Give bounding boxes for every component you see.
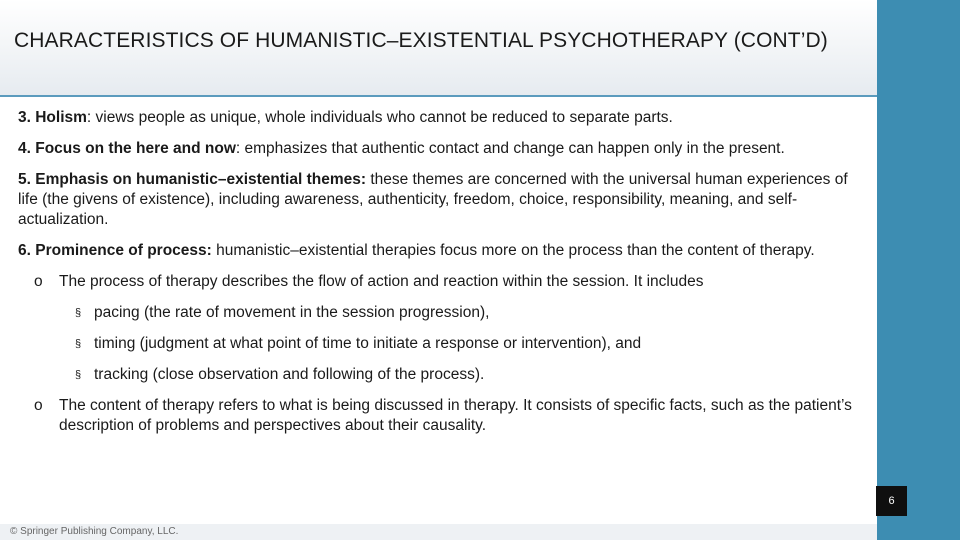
slide-title: CHARACTERISTICS OF HUMANISTIC–EXISTENTIAL PSYCHOTHERAPY (CONT’D) [14,29,828,52]
term-holism: 3. Holism [18,109,87,126]
square-bullet-icon: § [75,307,82,319]
copyright-footer: © Springer Publishing Company, LLC. [10,526,179,537]
circle-bullet-icon: o [34,397,43,414]
square-bullet-icon: § [75,338,82,350]
sub-bullet-text: The content of therapy refers to what is being discussed in therapy. It consists of specific facts, such as the patient’s description of problems and perspectives about their causality. [59,397,852,434]
sub-sub-bullet-pacing [18,303,868,323]
term-themes: 5. Emphasis on humanistic–existential themes: [18,171,367,188]
circle-bullet-icon: o [34,273,43,290]
side-accent-bar [877,0,960,540]
desc-holism: : views people as unique, whole individuals who cannot be reduced to separate parts. [86,109,673,126]
sub-bullet-content [18,396,868,436]
square-bullet-icon: § [75,369,82,381]
term-process: 6. Prominence of process: [18,242,212,259]
title-bar [0,0,877,97]
desc-here-and-now: : emphasizes that authentic contact and change can happen only in the present. [235,140,785,157]
bullet-process [18,241,868,261]
sub-sub-bullet-text: timing (judgment at what point of time to initiate a response or intervention), and [94,335,642,352]
bullet-holism [18,108,868,128]
term-here-and-now: 4. Focus on the here and now [18,140,236,157]
sub-sub-bullet-text: pacing (the rate of movement in the session progression), [94,304,490,321]
sub-sub-bullet-text: tracking (close observation and following of the process). [94,366,485,383]
page-number: 6 [876,486,907,516]
sub-bullet-process [18,272,868,292]
slide-body [18,108,868,447]
desc-process: humanistic–existential therapies focus more on the process than the content of therapy. [211,242,815,259]
desc-themes: these themes are concerned with the universal human experiences of life (the givens of existence), including awareness, authenticity, freedom, choice, responsibility, meaning, and self-actualization. [18,171,848,228]
bullet-here-and-now [18,139,868,159]
sub-sub-bullet-timing [18,334,868,354]
sub-sub-bullet-tracking [18,365,868,385]
bullet-themes [18,170,868,230]
sub-bullet-text: The process of therapy describes the flow of action and reaction within the session. It includes [59,273,704,290]
